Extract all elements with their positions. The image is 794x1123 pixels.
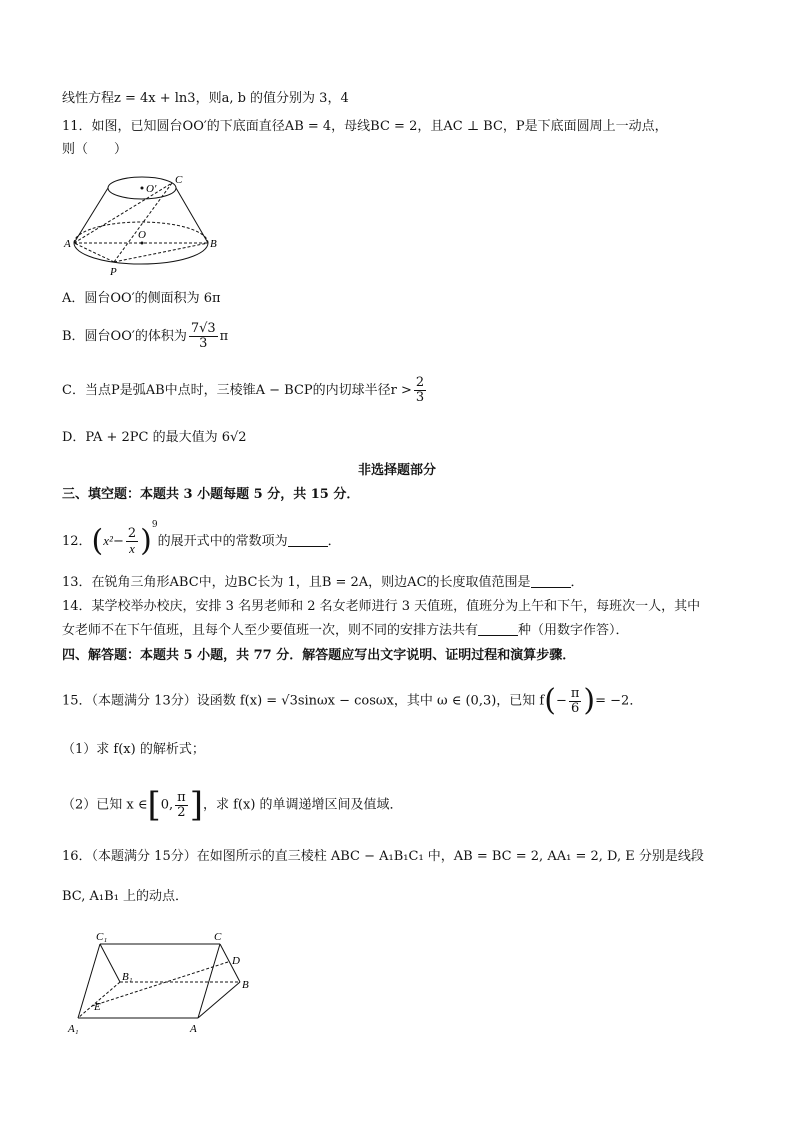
q11-stem: 11．如图，已知圆台OO′的下底面直径AB = 4，母线BC = 2，且AC ⊥ BC，P是下底面圆周上一动点， (62, 119, 668, 134)
label-O: O (138, 229, 146, 241)
label-A-prism: A (190, 1023, 197, 1035)
q12: 12．(x²− $\frac{2}{x}$ )$^9$的展开式中的常数项为 ． (62, 520, 341, 559)
q13: 13．在锐角三角形ABC中，边BC长为 1，且B = 2A，则边AC的长度取值范围是 ． (62, 575, 584, 590)
q13-answer-blank[interactable] (531, 575, 571, 588)
section-title: 非选择题部分 (357, 463, 436, 478)
q15-sub-1: （1）求 f(x) 的解析式； (62, 742, 205, 757)
q15-stem: 15．（本题满分 13分）设函数 f(x) = √3sinωx − cosωx，其中 ω ∈ (0,3)，已知 f(− $\frac{\pi}{6}$ )= −2． (62, 683, 643, 718)
label-A1: A₁ (68, 1023, 79, 1035)
label-O-prime: O′ (146, 183, 157, 195)
q11-stem-2: 则（ ） (62, 142, 128, 157)
label-A: A (64, 238, 71, 250)
label-D: D (232, 955, 240, 967)
label-B-prism: B (242, 979, 249, 991)
top-line: 线性方程z = 4x + ln3，则a, b 的值分别为 3，4 (62, 91, 349, 106)
q16-line-2: BC, A₁B₁ 上的动点． (62, 889, 189, 904)
q11-frustum-figure (62, 168, 222, 278)
q11-option-c: C．当点P是弧AB中点时，三棱锥A − BCP的内切球半径r > $\frac{2}{3}$ (62, 375, 425, 405)
q16-prism-figure (62, 928, 262, 1038)
label-B1: B₁ (122, 971, 133, 983)
q14-line-2: 女老师不在下午值班，且每个人至少要值班一次，则不同的安排方法共有 种（用数字作答）． (62, 623, 629, 638)
q11-option-d: D．PA + 2PC 的最大值为 6√2 (62, 430, 247, 445)
q11-option-b: B．圆台OO′的体积为 $\frac{7√3}{3}$ π (62, 321, 229, 351)
q11-option-a: A．圆台OO′的侧面积为 6π (62, 291, 221, 306)
q14-line-1: 14．某学校举办校庆，安排 3 名男老师和 2 名女老师进行 3 天值班，值班分为上午和下午，每班次一人，其中 (62, 599, 701, 614)
label-B: B (210, 238, 217, 250)
label-C-prism: C (214, 931, 222, 943)
label-P: P (110, 266, 117, 278)
q15-sub-2: （2）已知 x ∈[0, $\frac{\pi}{2}$ ]，求 f(x) 的单调递增区间及值域． (62, 785, 403, 825)
label-C1: C₁ (96, 931, 108, 943)
part4-heading: 四、解答题：本题共 5 小题，共 77 分．解答题应写出文字说明、证明过程和演算步骤． (62, 648, 576, 663)
label-C: C (175, 174, 183, 186)
q12-answer-blank[interactable] (288, 534, 328, 547)
q16-line-1: 16．（本题满分 15分）在如图所示的直三棱柱 ABC − A₁B₁C₁ 中，AB = BC = 2, AA₁ = 2, D, E 分别是线段 (62, 849, 704, 864)
q14-answer-blank[interactable] (478, 623, 518, 636)
part3-heading: 三、填空题：本题共 3 小题每题 5 分，共 15 分． (62, 487, 360, 502)
label-E: E (94, 1001, 101, 1013)
